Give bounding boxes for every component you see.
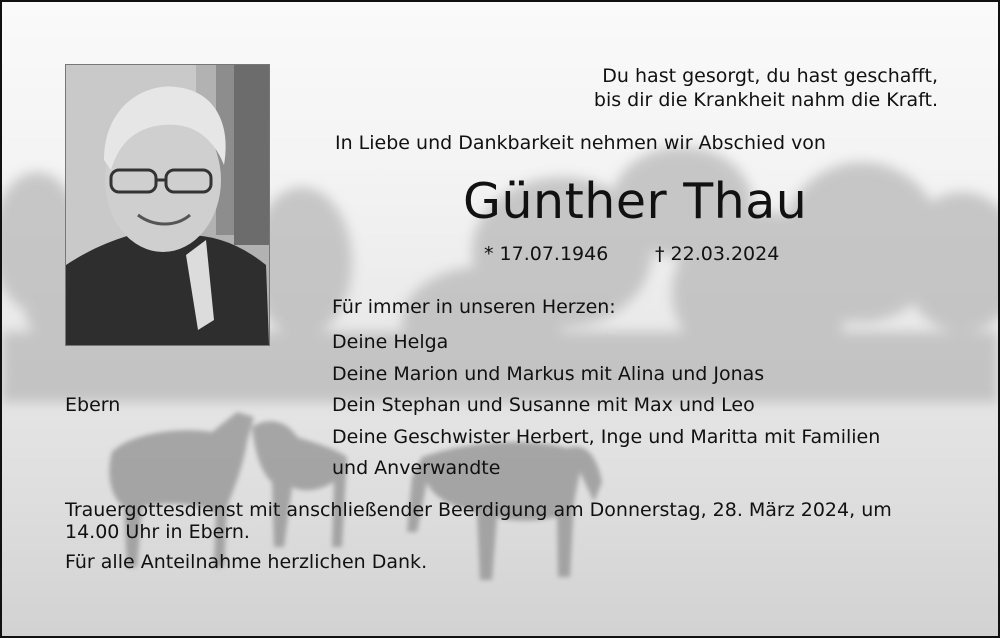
birth-date: * 17.07.1946 bbox=[484, 243, 609, 265]
mourner-line: Deine Helga bbox=[332, 331, 449, 353]
intro-line: In Liebe und Dankbarkeit nehmen wir Abschied von bbox=[335, 132, 826, 154]
service-info bbox=[65, 499, 945, 573]
location: Ebern bbox=[65, 394, 121, 416]
portrait-image bbox=[66, 65, 269, 345]
verse-line-1: Du hast gesorgt, du hast geschafft, bbox=[602, 65, 938, 87]
portrait-photo bbox=[65, 64, 270, 346]
mourners-list bbox=[332, 327, 880, 485]
mourner-line: und Anverwandte bbox=[332, 457, 501, 479]
mourner-line: Dein Stephan und Susanne mit Max und Leo bbox=[332, 394, 755, 416]
death-date: † 22.03.2024 bbox=[655, 243, 780, 265]
service-text: Trauergottesdienst mit anschließender Beerdigung am Donnerstag, 28. März 2024, um 14.00 Uhr in Ebern. bbox=[65, 499, 892, 543]
memorial-verse bbox=[594, 64, 938, 112]
mourner-line: Deine Marion und Markus mit Alina und Jonas bbox=[332, 362, 765, 385]
deceased-name: Günther Thau bbox=[463, 173, 808, 230]
thanks-line: Für alle Anteilnahme herzlichen Dank. bbox=[65, 551, 428, 573]
verse-line-2: bis dir die Krankheit nahm die Kraft. bbox=[593, 89, 938, 111]
mourner-line: Deine Geschwister Herbert, Inge und Maritta mit Familien bbox=[332, 425, 881, 448]
family-heading: Für immer in unseren Herzen: bbox=[332, 296, 616, 318]
